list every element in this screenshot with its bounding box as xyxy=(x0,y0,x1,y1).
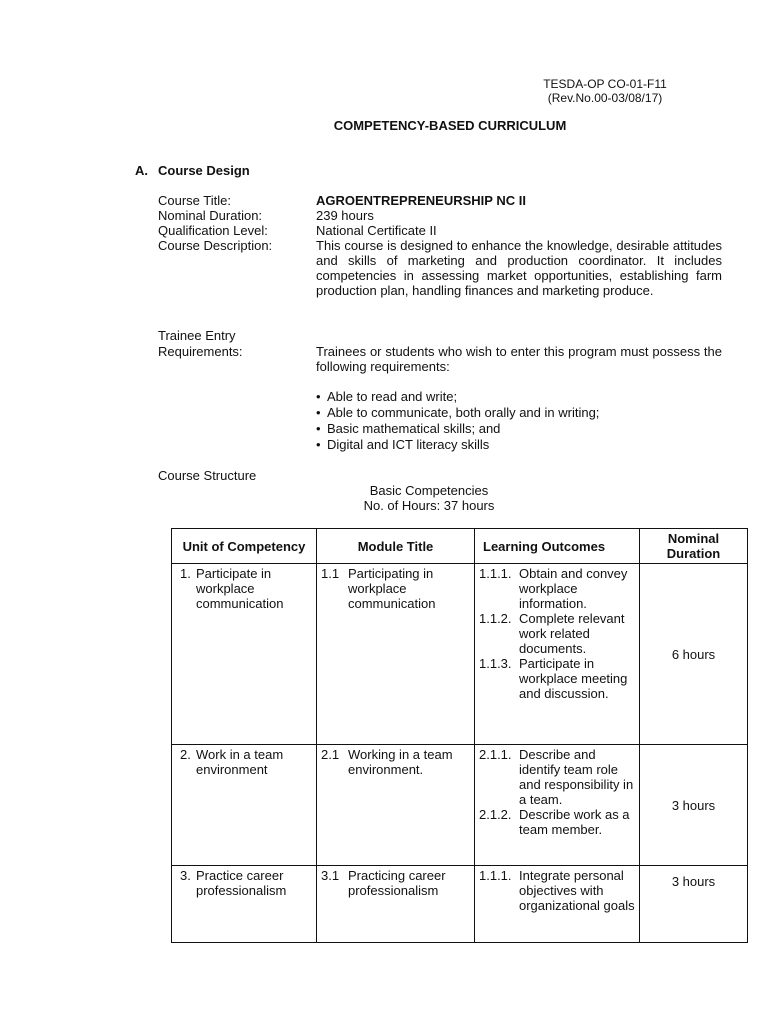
unit-number: 1. xyxy=(180,566,191,581)
outcome-text: Obtain and convey workplace information. xyxy=(519,566,628,611)
unit-name: Work in a team environment xyxy=(196,747,284,777)
list-item: • Digital and ICT literacy skills xyxy=(316,437,722,453)
duration-cell: 3 hours xyxy=(640,866,748,943)
table-cell xyxy=(317,745,475,866)
table-cell xyxy=(317,564,475,745)
module-number: 3.1 xyxy=(321,868,340,883)
course-title-value: AGROENTREPRENEURSHIP NC II xyxy=(316,193,526,208)
course-title-label: Course Title: xyxy=(158,193,231,208)
outcome-text: Integrate personal objectives with organizational goals xyxy=(519,868,635,913)
description-label: Course Description: xyxy=(158,238,273,253)
table-header: Unit of Competency xyxy=(172,529,317,564)
outcome-number: 1.1.1. xyxy=(479,566,512,581)
duration-cell: 6 hours xyxy=(640,564,748,745)
table-header-row xyxy=(172,529,748,564)
table-cell xyxy=(172,866,317,943)
list-item: • Able to communicate, both orally and in writing; xyxy=(316,405,722,421)
competency-table xyxy=(171,528,748,943)
qualification-value: National Certificate II xyxy=(316,223,437,238)
duration-value: 239 hours xyxy=(316,208,374,223)
entry-intro: Trainees or students who wish to enter this program must possess the following requirements: xyxy=(316,344,722,374)
hours-label: No. of Hours: 37 hours xyxy=(363,498,495,513)
outcome-text: Describe and identify team role and responsibility in a team. xyxy=(519,747,634,807)
outcome-text: Describe work as a team member. xyxy=(519,807,630,837)
table-cell xyxy=(475,564,640,745)
document-code: TESDA-OP CO-01-F11 xyxy=(543,77,667,91)
document-code-block xyxy=(520,77,690,105)
entry-label-line1: Trainee Entry xyxy=(158,328,236,343)
entry-label-line2: Requirements: xyxy=(158,344,243,359)
outcome-number: 2.1.1. xyxy=(479,747,512,762)
qualification-label: Qualification Level: xyxy=(158,223,268,238)
outcome-text: Complete relevant work related documents. xyxy=(519,611,625,656)
section-heading xyxy=(135,163,250,178)
description-value: This course is designed to enhance the knowledge, desirable attitudes and skills of marketing and production coordinator. It includes competencies in assessing market opportunities, establishing farm production plan, handling finances and marketing produce. xyxy=(316,238,722,298)
outcome-number: 1.1.2. xyxy=(479,611,512,626)
module-title: Participating in workplace communication xyxy=(348,566,436,611)
outcome-number: 1.1.3. xyxy=(479,656,512,671)
table-row xyxy=(172,564,748,745)
outcome-number: 2.1.2. xyxy=(479,807,512,822)
table-cell xyxy=(475,745,640,866)
list-item: • Basic mathematical skills; and xyxy=(316,421,722,437)
unit-name: Participate in workplace communication xyxy=(196,566,284,611)
outcome-text: Participate in workplace meeting and discussion. xyxy=(519,656,628,701)
list-item: • Able to read and write; xyxy=(316,389,722,405)
requirements-list xyxy=(316,389,722,453)
table-cell xyxy=(475,866,640,943)
outcome-number: 1.1.1. xyxy=(479,868,512,883)
module-number: 2.1 xyxy=(321,747,340,762)
course-structure-label: Course Structure xyxy=(158,468,257,483)
competency-group-label: Basic Competencies xyxy=(369,483,489,498)
table-cell xyxy=(317,866,475,943)
table-row xyxy=(172,866,748,943)
table-header: Learning Outcomes xyxy=(475,529,640,564)
table-header: Nominal Duration xyxy=(640,529,748,564)
section-letter: A. xyxy=(135,163,148,178)
module-title: Working in a team environment. xyxy=(348,747,453,777)
table-cell xyxy=(172,745,317,866)
duration-cell: 3 hours xyxy=(640,745,748,866)
module-title: Practicing career professionalism xyxy=(348,868,446,898)
unit-name: Practice career professionalism xyxy=(196,868,287,898)
table-cell xyxy=(172,564,317,745)
module-number: 1.1 xyxy=(321,566,340,581)
unit-number: 3. xyxy=(180,868,191,883)
page-title: COMPETENCY-BASED CURRICULUM xyxy=(333,118,567,133)
revision-number: (Rev.No.00-03/08/17) xyxy=(547,91,663,105)
unit-number: 2. xyxy=(180,747,191,762)
table-header: Module Title xyxy=(317,529,475,564)
section-title: Course Design xyxy=(158,163,250,178)
table-row xyxy=(172,745,748,866)
duration-label: Nominal Duration: xyxy=(158,208,263,223)
